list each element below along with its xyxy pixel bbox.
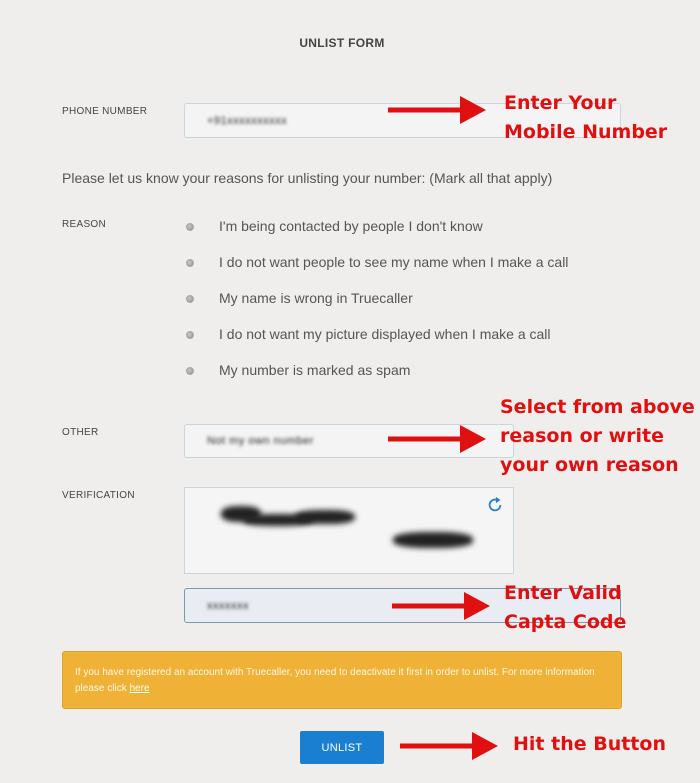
- checkbox[interactable]: [186, 295, 194, 303]
- other-label: OTHER: [62, 427, 99, 438]
- checkbox[interactable]: [186, 259, 194, 267]
- reason-label: REASON: [62, 219, 107, 230]
- annotation-line: Enter Valid: [504, 582, 622, 604]
- annotation-line: your own reason: [500, 454, 679, 476]
- reason-text: I do not want people to see my name when I make a call: [219, 254, 569, 270]
- checkbox[interactable]: [186, 223, 194, 231]
- arrow-other-icon: [388, 423, 488, 455]
- phone-value: +91xxxxxxxxxx: [207, 115, 288, 127]
- arrow-phone-icon: [388, 94, 488, 126]
- checkbox[interactable]: [186, 367, 194, 375]
- annotation-line: Capta Code: [504, 611, 627, 633]
- annotation-line: reason or write: [500, 425, 665, 447]
- annotation-phone: [504, 89, 667, 147]
- annotation-line: Select from above: [500, 396, 695, 418]
- refresh-icon[interactable]: [486, 496, 504, 514]
- instructions-text: Please let us know your reasons for unlisting your number: (Mark all that apply): [62, 170, 553, 186]
- arrow-captcha-icon: [392, 590, 492, 622]
- verification-label: VERIFICATION: [62, 490, 135, 501]
- other-value: Not my own number: [207, 435, 314, 447]
- annotation-button: Hit the Button: [513, 733, 666, 755]
- captcha-glyph: [393, 532, 473, 548]
- deactivate-notice: [62, 651, 622, 709]
- notice-text: If you have registered an account with Truecaller, you need to deactivate it first in order to unlist. For more information please click: [75, 667, 595, 694]
- annotation-line: Enter Your: [504, 92, 617, 114]
- captcha-image: [184, 487, 514, 574]
- form-title: UNLIST FORM: [299, 36, 385, 50]
- reason-text: I'm being contacted by people I don't know: [219, 218, 483, 234]
- arrow-button-icon: [400, 730, 500, 762]
- phone-label: PHONE NUMBER: [62, 106, 148, 117]
- unlist-button[interactable]: UNLIST: [300, 731, 384, 764]
- reason-text: My name is wrong in Truecaller: [219, 290, 413, 306]
- annotation-captcha: [504, 579, 626, 637]
- reason-text: I do not want my picture displayed when I make a call: [219, 326, 551, 342]
- captcha-glyph: [295, 510, 355, 524]
- notice-link[interactable]: here: [129, 683, 150, 694]
- reason-text: My number is marked as spam: [219, 362, 411, 378]
- annotation-other: [500, 393, 695, 480]
- captcha-input-value: xxxxxxx: [207, 600, 249, 612]
- checkbox[interactable]: [186, 331, 194, 339]
- annotation-line: Mobile Number: [504, 121, 668, 143]
